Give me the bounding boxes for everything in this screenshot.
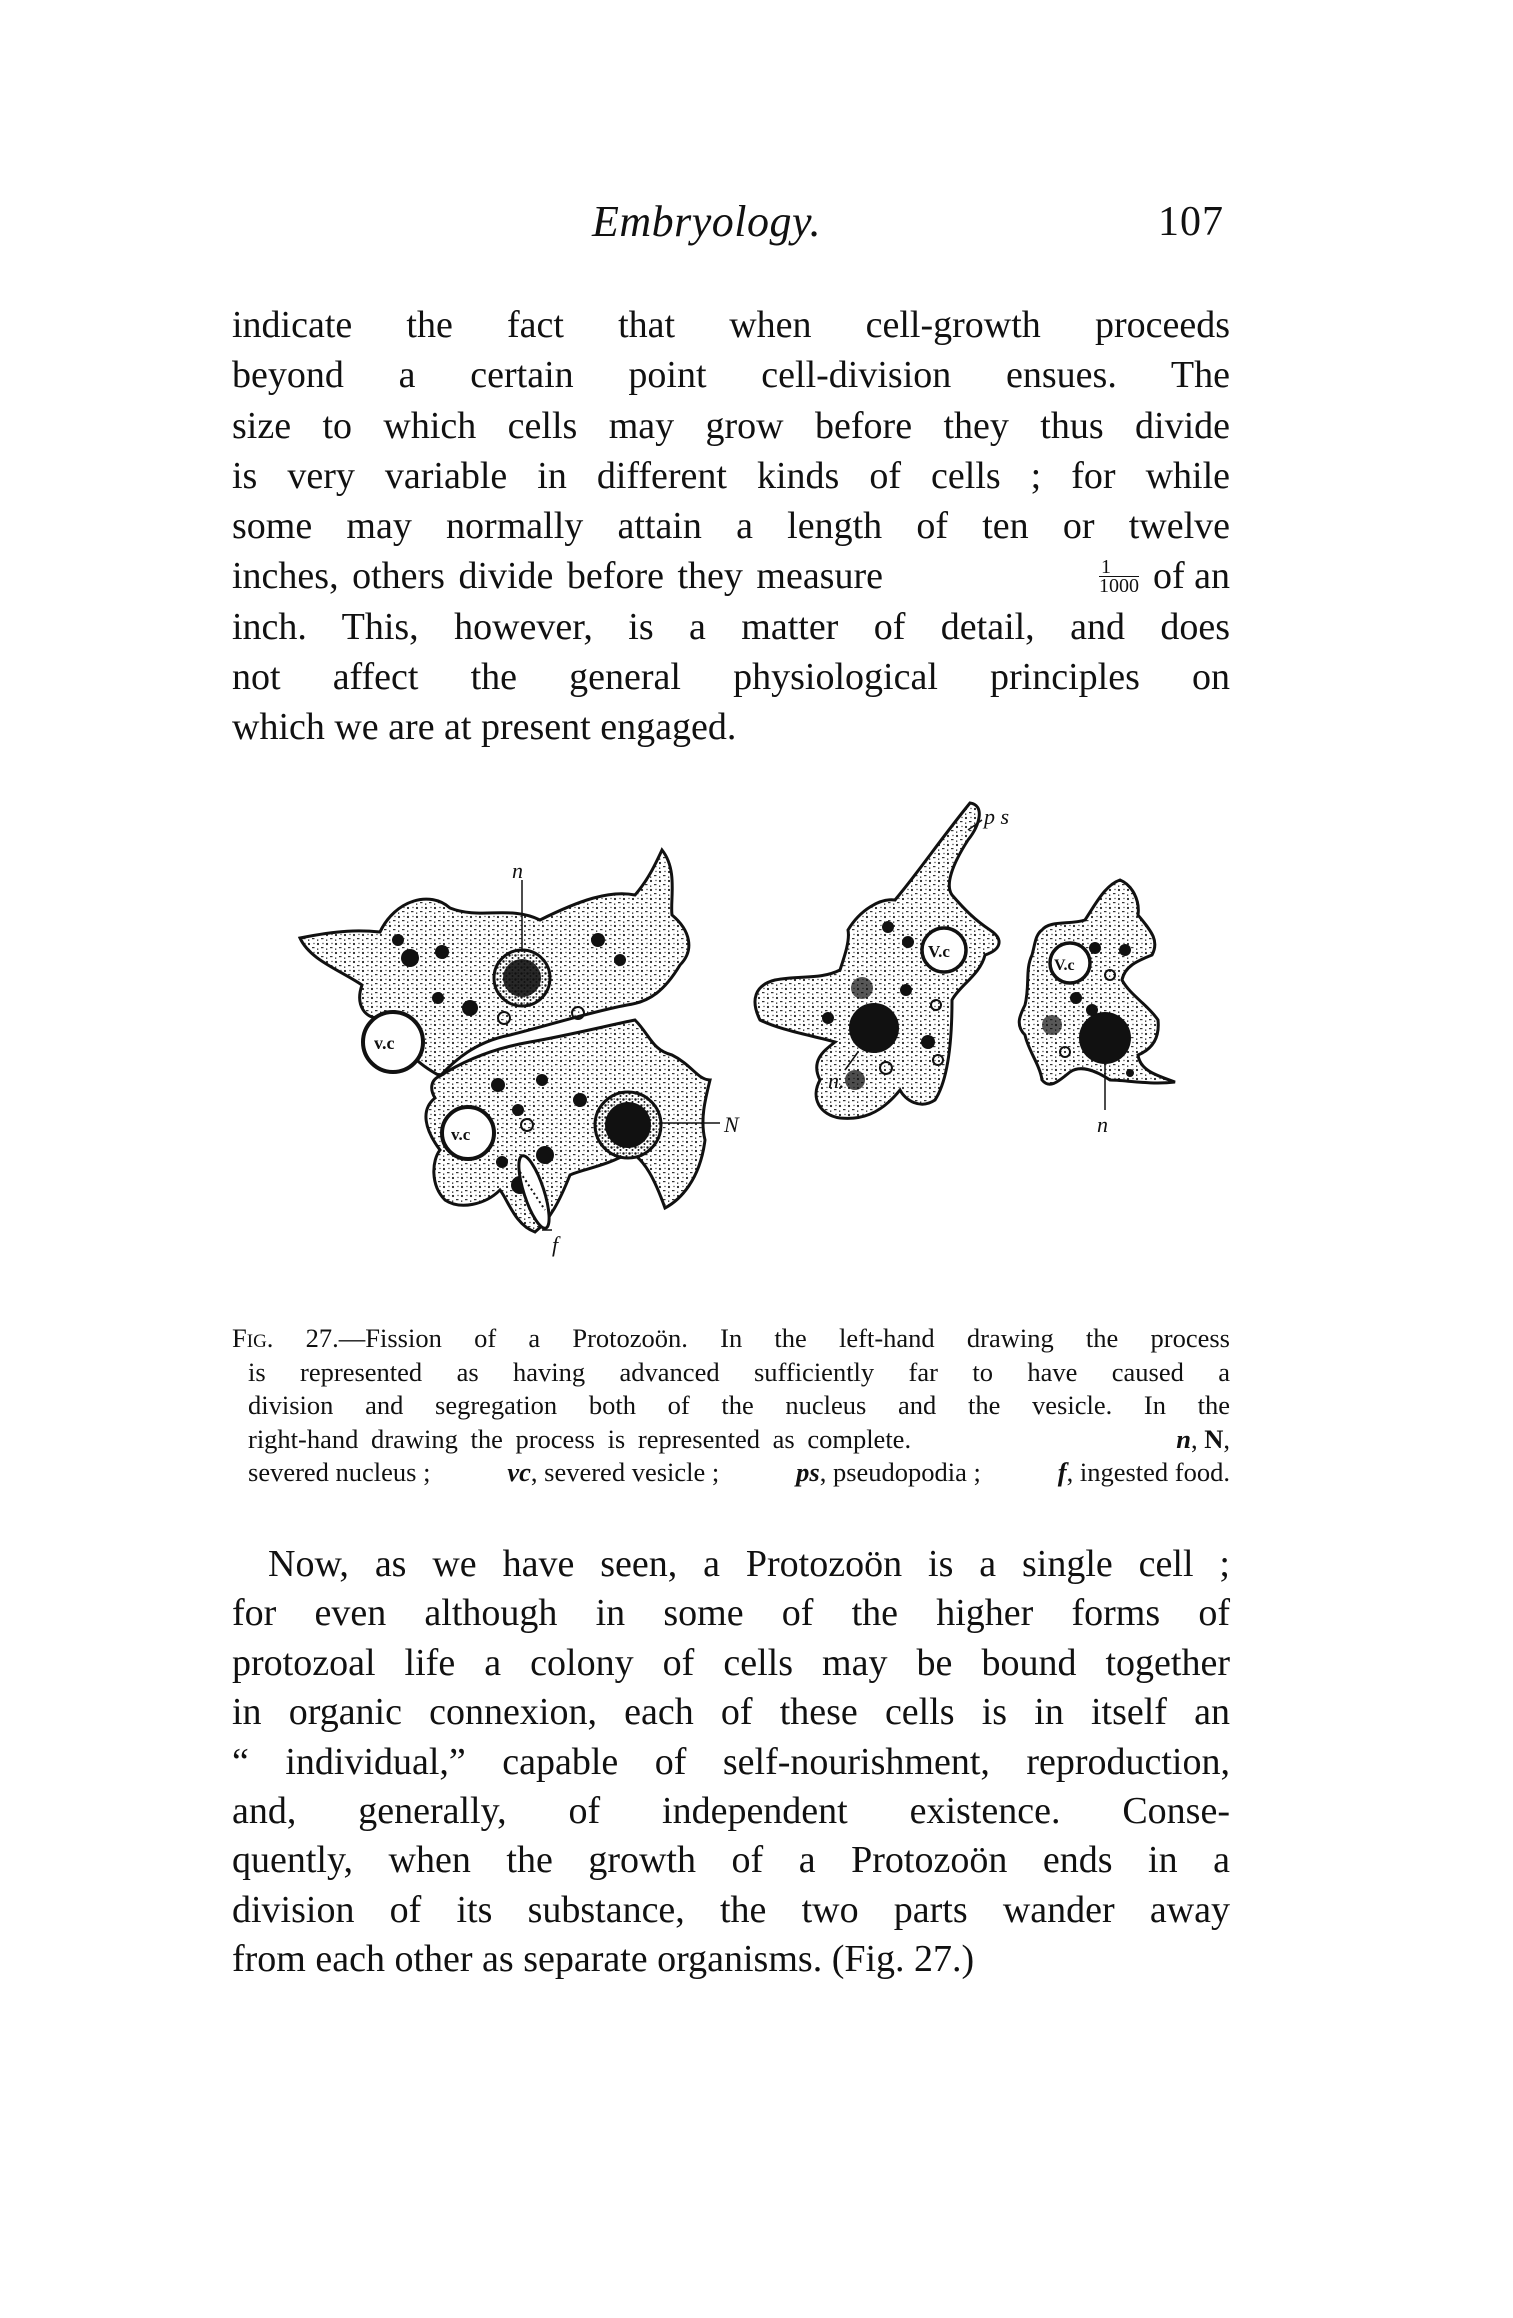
right-cell-a bbox=[755, 803, 1009, 1118]
text-segment: of an bbox=[1152, 555, 1230, 598]
text-line: is very variable in different kinds of cells ; for while bbox=[232, 454, 1230, 497]
left-vesicle-upper bbox=[363, 1012, 423, 1072]
text-line: quently, when the growth of a Protozoön ends in a bbox=[232, 1839, 1230, 1882]
label-nucleus-lower: N bbox=[724, 1112, 739, 1137]
caption-line: right-hand drawing the process is represented as complete. n, N, bbox=[248, 1423, 1230, 1454]
fraction-numerator: 1 bbox=[1099, 558, 1139, 577]
chapter-title: Embryology. bbox=[592, 197, 822, 246]
protozoon-illustration bbox=[280, 780, 1220, 1300]
text-line: “ individual,” capable of self-nourishment, reproduction, bbox=[232, 1740, 1230, 1783]
svg-text:V.c: V.c bbox=[1054, 957, 1075, 974]
svg-text:v.c: v.c bbox=[374, 1033, 395, 1053]
caption-line: Fig. 27.—Fission of a Protozoön. In the left-hand drawing the process bbox=[232, 1323, 1230, 1353]
text-line: division of its substance, the two parts wander away bbox=[232, 1888, 1230, 1931]
caption-line: is represented as having advanced sufficiently far to have caused a bbox=[248, 1356, 1230, 1387]
text-line-with-fraction bbox=[232, 551, 1230, 601]
text-line: Now, as we have seen, a Protozoön is a single cell ; bbox=[268, 1543, 1230, 1585]
page-number: 107 bbox=[1158, 199, 1224, 245]
text-line: from each other as separate organisms. (Fig. 27.) bbox=[232, 1938, 975, 1981]
fraction-group bbox=[1093, 551, 1230, 601]
text-line: not affect the general physiological principles on bbox=[232, 656, 1230, 699]
text-line: in organic connexion, each of these cells is in itself an bbox=[232, 1691, 1230, 1734]
label-nucleus-right-a: n. bbox=[828, 1068, 845, 1093]
caption-line: division and segregation both of the nucleus and the vesicle. In the bbox=[248, 1390, 1230, 1421]
svg-text:V.c: V.c bbox=[928, 942, 950, 961]
text-line: size to which cells may grow before they thus divide bbox=[232, 404, 1230, 447]
label-pseudopodia: p s bbox=[984, 804, 1010, 829]
figure-caption bbox=[232, 1322, 1230, 1490]
left-vesicle-lower bbox=[442, 1107, 494, 1159]
label-nucleus-upper: n bbox=[512, 858, 523, 883]
text-line: inch. This, however, is a matter of detail, and does bbox=[232, 605, 1230, 648]
text-line: and, generally, of independent existence. Conse- bbox=[232, 1790, 1230, 1833]
paragraph-1 bbox=[232, 300, 1230, 753]
fraction-denominator: 1000 bbox=[1098, 575, 1139, 598]
text-line: indicate the fact that when cell-growth proceeds bbox=[232, 304, 1230, 346]
running-head bbox=[232, 196, 1230, 256]
text-segment: inches, others divide before they measure bbox=[232, 555, 883, 598]
text-line: some may normally attain a length of ten or twelve bbox=[232, 505, 1230, 548]
right-cell-b bbox=[1019, 880, 1175, 1137]
label-food: f bbox=[552, 1232, 559, 1257]
fraction bbox=[1098, 556, 1139, 598]
text-line: which we are at present engaged. bbox=[232, 706, 737, 749]
paragraph-2 bbox=[232, 1540, 1230, 1985]
text-line: protozoal life a colony of cells may be bound together bbox=[232, 1641, 1230, 1684]
svg-text:v.c: v.c bbox=[451, 1125, 471, 1144]
caption-line: severed nucleus ; vc, severed vesicle ; ps, pseudopodia ; f, ingested food. bbox=[248, 1457, 1230, 1488]
label-nucleus-right-b: n bbox=[1097, 1112, 1108, 1137]
figure-27-protozoon-fission bbox=[280, 780, 1220, 1300]
text-line: beyond a certain point cell-division ensues. The bbox=[232, 354, 1230, 397]
text-line: for even although in some of the higher forms of bbox=[232, 1592, 1230, 1635]
caption-fig-label: Fig. 27. bbox=[232, 1323, 339, 1353]
